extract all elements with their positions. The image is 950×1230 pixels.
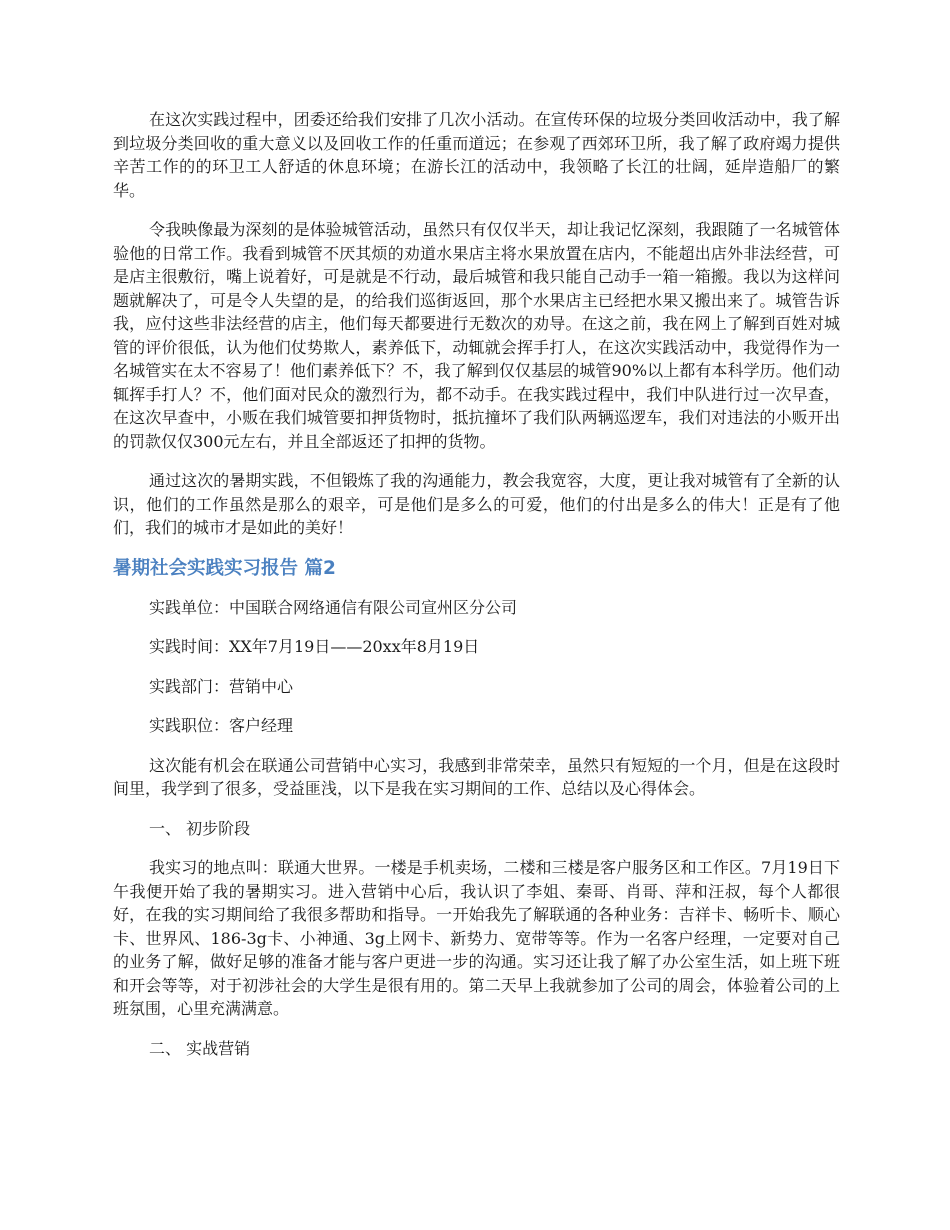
stage-title-marketing: 二、 实战营销 — [149, 1038, 251, 1058]
document-page — [113, 108, 840, 1076]
practice-position: 实践职位：客户经理 — [149, 716, 294, 735]
section-heading: 暑期社会实践实习报告 篇2 — [113, 557, 336, 579]
paragraph-intro: 这次能有机会在联通公司营销中心实习，我感到非常荣幸，虽然只有短短的一个月，但是在这段时间里，我学到了很多，受益匪浅，以下是我在实习期间的工作、总结以及心得体会。 — [113, 755, 840, 798]
paragraph-activities: 在这次实践过程中，团委还给我们安排了几次小活动。在宣传环保的垃圾分类回收活动中，我了解到垃圾分类回收的重大意义以及回收工作的任重而道远；在参观了西郊环卫所，我了解了政府竭力提供辛苦工作的的环卫工人舒适的休息环境；在游长江的活动中，我领略了长江的壮阔，延岸造船厂的繁华。 — [113, 110, 840, 200]
practice-time: 实践时间：XX年7月19日——20xx年8月19日 — [149, 637, 480, 656]
stage-title-initial: 一、 初步阶段 — [149, 818, 251, 838]
paragraph-initial-stage: 我实习的地点叫：联通大世界。一楼是手机卖场，二楼和三楼是客户服务区和工作区。7月19日下午我便开始了我的暑期实习。进入营销中心后，我认识了李姐、秦哥、肖哥、萍和汪叔，每个人都很好，在我的实习期间给了我很多帮助和指导。一开始我先了解联通的各种业务：吉祥卡、畅听卡、顺心卡、世界风、186-3g卡、小神通、3g上网卡、新势力、宽带等等。作为一名客户经理，一定要对自己的业务了解，做好足够的准备才能与客户更进一步的沟通。实习还让我了解了办公室生活，如上班下班和开会等等，对于初涉社会的大学生是很有用的。第二天早上我就参加了公司的周会，体验着公司的上班氛围，心里充满满意。 — [113, 858, 840, 1018]
practice-department: 实践部门：营销中心 — [149, 676, 294, 696]
paragraph-summary: 通过这次的暑期实践，不但锻炼了我的沟通能力，教会我宽容，大度，更让我对城管有了全新的认识，他们的工作虽然是那么的艰辛，可是他们是多么的可爱，他们的付出是多么的伟大！正是有了他们，我们的城市才是如此的美好！ — [113, 471, 840, 537]
practice-unit: 实践单位：中国联合网络通信有限公司宣州区分公司 — [149, 597, 518, 617]
paragraph-chengguan-experience: 令我映像最为深刻的是体验城管活动，虽然只有仅仅半天，却让我记忆深刻，我跟随了一名城管体验他的日常工作。我看到城管不厌其烦的劝道水果店主将水果放置在店内，不能超出店外非法经营，可是店主很敷衍，嘴上说着好，可是就是不行动，最后城管和我只能自己动手一箱一箱搬。我以为这样问题就解决了，可是令人失望的是，的给我们巡街返回，那个水果店主已经把水果又搬出来了。城管告诉我，应付这些非法经营的店主，他们每天都要进行无数次的劝导。在这之前，我在网上了解到百姓对城管的评价很低，认为他们仗势欺人，素养低下，动辄就会挥手打人，在这次实践活动中，我觉得作为一名城管实在太不容易了！他们素养低下？不，我了解到仅仅基层的城管90%以上都有本科学历。他们动辄挥手打人？不，他们面对民众的激烈行为，都不动手。在我实践过程中，我们中队进行过一次早查，在这次早查中，小贩在我们城管要扣押货物时，抵抗撞坏了我们队两辆巡逻车，我们对违法的小贩开出的罚款仅仅300元左右，并且全部返还了扣押的货物。 — [113, 220, 840, 451]
